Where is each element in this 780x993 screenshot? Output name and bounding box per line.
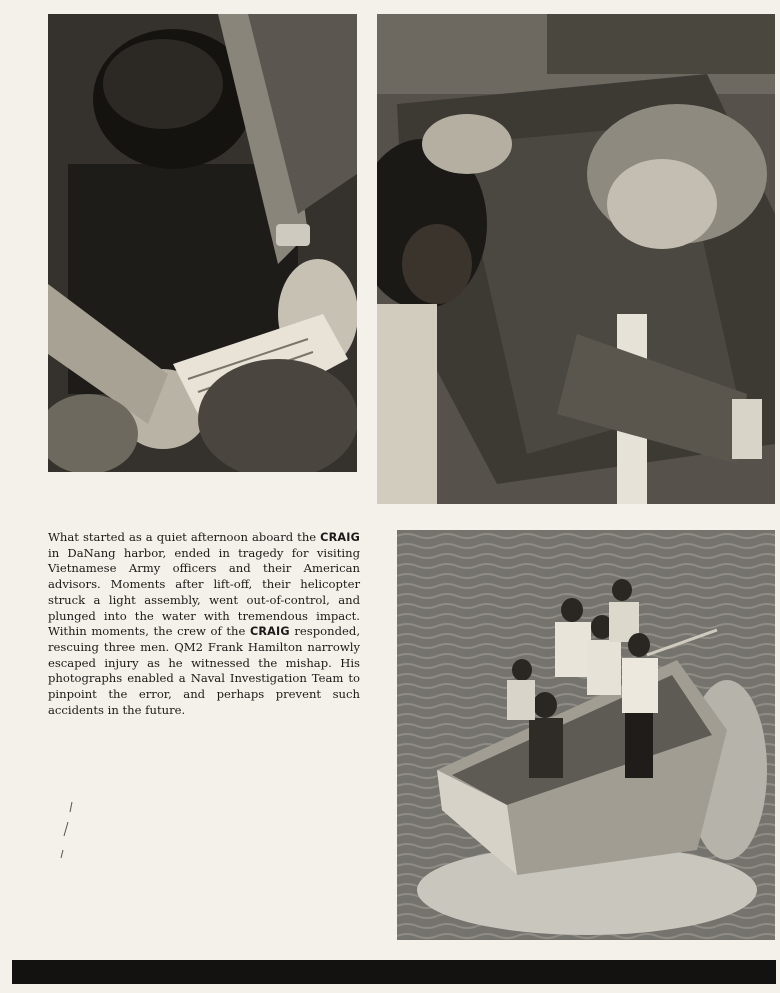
- caption-part-1: What started as a quiet afternoon aboard the: [48, 530, 321, 544]
- photo-rescue-boat-image: [397, 530, 775, 940]
- photo-rescue-boat: [397, 530, 775, 940]
- photo-crew-helping-survivor: [377, 14, 775, 504]
- caption-part-3: responded, rescuing three men. QM2 Frank Hamilton narrowly escaped injury as he witnessed the mishap. His photographs enabled a Naval Investigation Team to pinpoint the error, and perhaps prevent such accidents in the future.: [48, 624, 361, 717]
- ship-name-craig-2: CRAIG: [249, 625, 290, 639]
- photo-rescuer-bandaging-image: [48, 14, 357, 472]
- footer-bar: [12, 960, 776, 984]
- photo-crew-helping-survivor-image: [377, 14, 775, 504]
- article-caption: [48, 530, 360, 718]
- margin-pen-mark: [58, 800, 78, 860]
- photo-rescuer-bandaging: [48, 14, 357, 472]
- ship-name-craig-1: CRAIG: [320, 531, 360, 544]
- caption-part-2: in DaNang harbor, ended in tragedy for visiting Vietnamese Army officers and their American advisors. Moments after lift-off, their helicopter struck a light assembly, went out-of-control, and plunged into the water with tremendous impact. Within moments, the crew of the: [48, 545, 360, 639]
